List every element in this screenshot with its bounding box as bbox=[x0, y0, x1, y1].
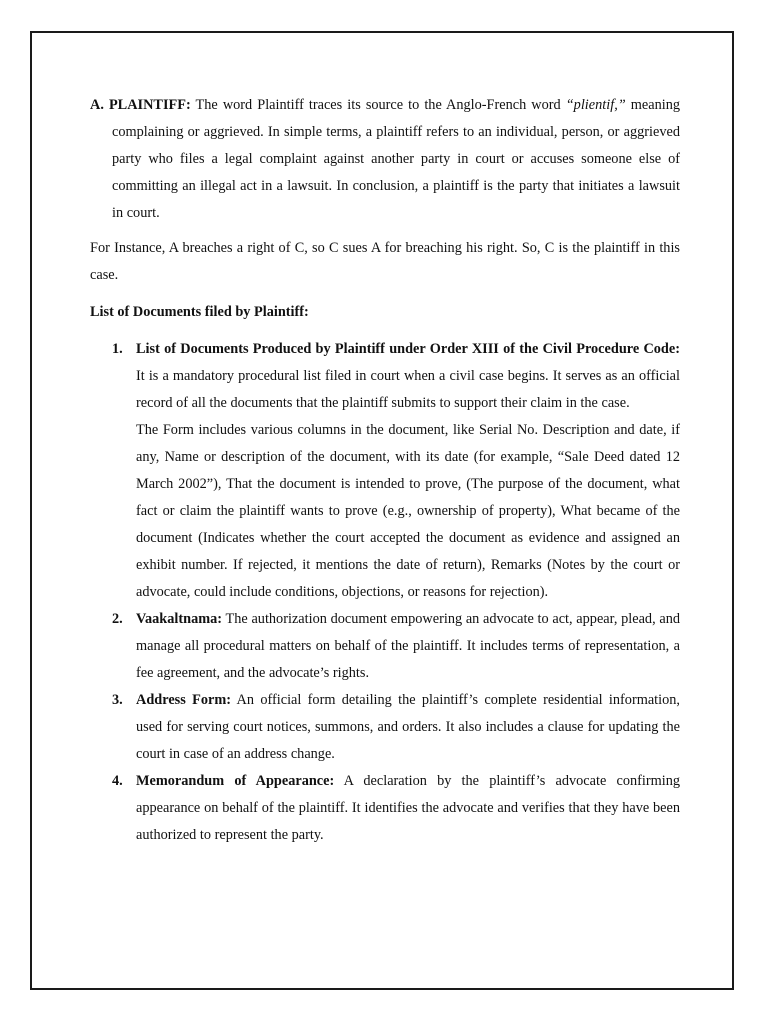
item-text: An official form detailing the plaintiff’s complete residential information, used for serving court notices, summons, and orders. It also includes a clause for updating the court in case of an address change. bbox=[136, 692, 681, 762]
documents-list bbox=[90, 336, 680, 849]
document-content bbox=[90, 92, 680, 849]
item-extra-paragraph: The Form includes various columns in the document, like Serial No. Description and date, if any, Name or description of the document, with its date (for example, “Sale Deed dated 12 March 2002”), That the document is intended to prove, (The purpose of the document, what fact or claim the plaintiff wants to prove (e.g., ownership of property), What became of the document (Indicates whether the court accepted the document as evidence and assigned an exhibit number. If rejected, it mentions the date of return), Remarks (Notes by the court or advocate, could include conditions, objections, or reasons for rejection). bbox=[136, 422, 680, 600]
item-number: 1. bbox=[112, 341, 123, 357]
item-title: Memorandum of Appearance: bbox=[136, 773, 335, 789]
item-title: Vaakaltnama: bbox=[136, 611, 223, 627]
list-heading: List of Documents filed by Plaintiff: bbox=[90, 304, 309, 320]
item-title: Address Form: bbox=[136, 692, 232, 708]
section-a-term: PLAINTIFF: bbox=[108, 97, 191, 113]
item-number: 2. bbox=[112, 611, 123, 627]
list-item bbox=[90, 768, 680, 849]
section-a-text-after: meaning complaining or aggrieved. In simple terms, a plaintiff refers to an individual, person, or aggrieved party who files a legal complaint against another party in court or accuses someone else of committing an illegal act in a lawsuit. In conclusion, a plaintiff is the party that initiates a lawsuit in court. bbox=[112, 97, 680, 221]
list-item bbox=[90, 606, 680, 687]
item-number: 4. bbox=[112, 773, 123, 789]
item-text: It is a mandatory procedural list filed in court when a civil case begins. It serves as an official record of all the documents that the plaintiff submits to support their claim in the case. bbox=[136, 368, 680, 411]
list-item bbox=[90, 336, 680, 606]
item-text: A declaration by the plaintiff’s advocate confirming appearance on behalf of the plaintiff. It identifies the advocate and verifies that they have been authorized to represent the party. bbox=[136, 773, 680, 843]
instance-paragraph: For Instance, A breaches a right of C, so C sues A for breaching his right. So, C is the plaintiff in this case. bbox=[90, 240, 680, 283]
section-a-text-before: The word Plaintiff traces its source to the Anglo-French word bbox=[190, 97, 566, 113]
item-number: 3. bbox=[112, 692, 123, 708]
section-a-italic-word: “plientif,” bbox=[565, 97, 626, 113]
item-title: List of Documents Produced by Plaintiff under Order XIII of the Civil Procedure Code: bbox=[136, 341, 680, 357]
item-text: The authorization document empowering an advocate to act, appear, plead, and manage all procedural matters on behalf of the plaintiff. It includes terms of representation, a fee agreement, and the advocate’s rights. bbox=[136, 611, 680, 681]
section-a-marker: A. bbox=[90, 97, 104, 113]
list-item bbox=[90, 687, 680, 768]
section-a-plaintiff bbox=[90, 92, 680, 227]
document-page bbox=[30, 31, 734, 990]
